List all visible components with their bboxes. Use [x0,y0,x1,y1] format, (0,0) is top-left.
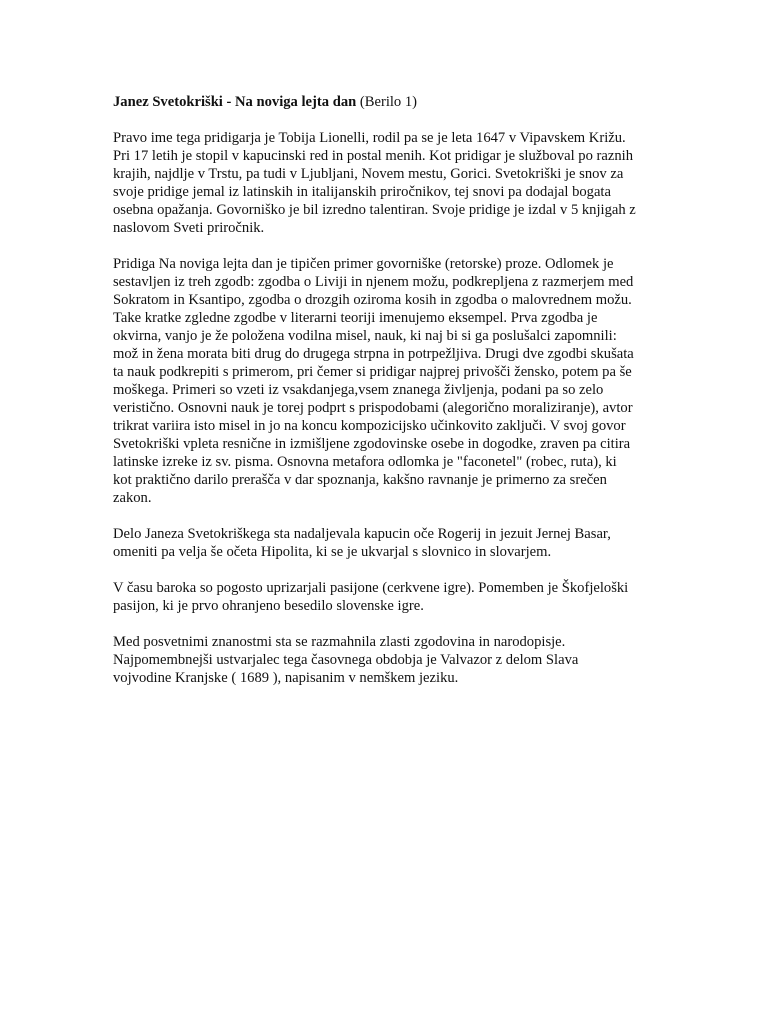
text-line: krajih, najdlje v Trstu, pa tudi v Ljubljani, Novem mestu, Gorici. Svetokriški je snov za [113,166,624,182]
text-line: Take kratke zgledne zgodbe v literarni teoriji imenujemo eksempel. Prva zgodba je [113,310,598,326]
text-line: svoje pridige jemal iz latinskih in italijanskih priročnikov, tej snovi pa dodajal bogata [113,184,611,200]
text-line: moškega. Primeri so vzeti iz vsakdanjega,vsem znanega življenja, podani pa so zelo [113,382,604,398]
paragraph-successors [113,525,658,561]
text-line: sestavljen iz treh zgodb: zgodba o Liviji in njenem možu, podkrepljena z razmerjem med [113,274,634,290]
text-line: omeniti pa velja še očeta Hipolita, ki se je ukvarjal s slovnico in slovarjem. [113,544,552,560]
text-line: okvirna, vanjo je že položena vodilna misel, nauk, ki naj bi si ga poslušalci zapomnili: [113,328,617,344]
text-line: trikrat variira isto misel in jo na koncu kompozicijsko učinkovito zaključi. V svoj govor [113,418,626,434]
title-bold-text: Janez Svetokriški - Na noviga lejta dan [113,94,357,110]
paragraph-secular-sciences [113,633,658,687]
text-line: veristično. Osnovni nauk je torej podprt s prispodobami (alegorično moraliziranje), avtor [113,400,633,416]
text-line: ta nauk podkrepiti s primerom, pri čemer si pridigar najprej privošči žensko, potem pa še [113,364,632,380]
text-line: V času baroka so pogosto uprizarjali pasijone (cerkvene igre). Pomemben je Škofjeloški [113,580,629,596]
text-line: vojvodine Kranjske ( 1689 ), napisanim v nemškem jeziku. [113,670,459,686]
text-line: Pridiga Na noviga lejta dan je tipičen primer govorniške (retorske) proze. Odlomek je [113,256,614,272]
paragraph-passion-plays [113,579,658,615]
text-line: Sokratom in Ksantipo, zgodba o drozgih oziroma kosih in zgodba o malovrednem možu. [113,292,632,308]
text-line: Delo Janeza Svetokriškega sta nadaljevala kapucin oče Rogerij in jezuit Jernej Basar, [113,526,611,542]
text-line: Najpomembnejši ustvarjalec tega časovnega obdobja je Valvazor z delom Slava [113,652,579,668]
document-title [113,93,658,111]
text-line: zakon. [113,490,152,506]
paragraph-sermon-analysis [113,255,658,507]
text-line: Pravo ime tega pridigarja je Tobija Lionelli, rodil pa se je leta 1647 v Vipavskem Križu. [113,130,626,146]
text-line: Svetokriški vpleta resnične in izmišljene zgodovinske osebe in dogodke, zraven pa citira [113,436,631,452]
document-page [113,93,658,705]
text-line: pasijon, ki je prvo ohranjeno besedilo slovenske igre. [113,598,424,614]
text-line: Pri 17 letih je stopil v kapucinski red in postal menih. Kot pridigar je služboval po raznih [113,148,634,164]
text-line: osebna opažanja. Govorniško je bil izredno talentiran. Svoje pridige je izdal v 5 knjigah z [113,202,636,218]
text-line: mož in žena morata biti drug do drugega strpna in potrpežljiva. Drugi dve zgodbi skušata [113,346,634,362]
text-line: kot praktično darilo prerašča v dar spoznanja, kakšno ravnanje je primerno za srečen [113,472,607,488]
title-suffix-text: (Berilo 1) [359,94,418,110]
text-line: latinske izreke iz sv. pisma. Osnovna metafora odlomka je "faconetel" (robec, ruta), ki [113,454,617,470]
paragraph-author-biography [113,129,658,237]
text-line: naslovom Sveti priročnik. [113,220,265,236]
text-line: Med posvetnimi znanostmi sta se razmahnila zlasti zgodovina in narodopisje. [113,634,566,650]
